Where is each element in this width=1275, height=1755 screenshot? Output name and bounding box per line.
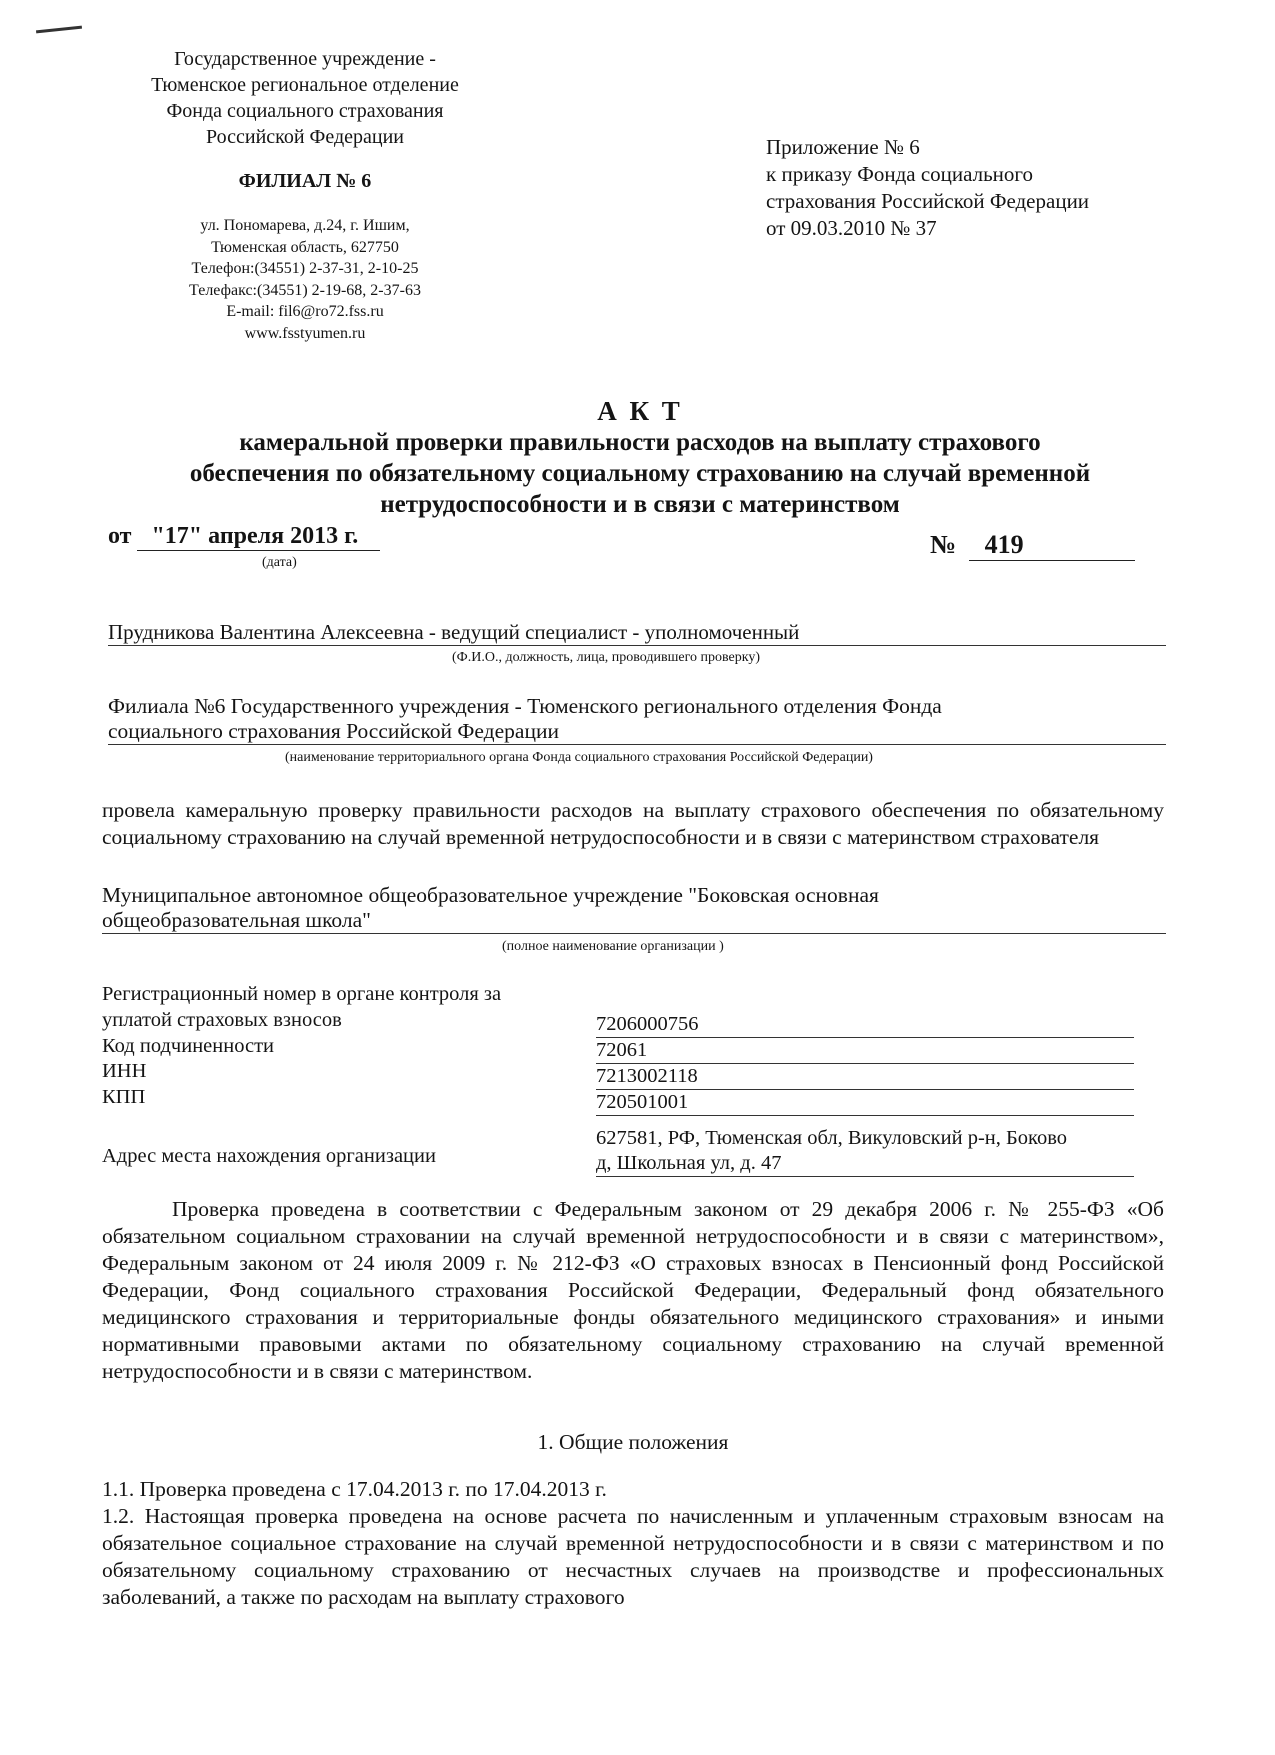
issuer-organization bbox=[110, 46, 500, 150]
address-label: Адрес места нахождения организации bbox=[102, 1145, 436, 1167]
section-item-1-2: 1.2. Настоящая проверка проведена на основе расчета по начисленным и уплаченным страховым взносам на обязательное социальное страхование на случай временной нетрудоспособности и в связи с материнством и по обязательному социальному страхованию от несчастных случаев на производстве и профессиональных заболеваний, а также по расходам на выплату страхового bbox=[102, 1504, 1164, 1609]
inspection-text: провела камеральную проверку правильности расходов на выплату страхового обеспечения по обязательному социальному страхованию на случай временной нетрудоспособности и в связи с материнством страхователя bbox=[102, 798, 1164, 849]
issuer-contacts bbox=[110, 215, 500, 344]
appendix-line: страхования Российской Федерации bbox=[766, 189, 1090, 213]
issuer-line: Российской Федерации bbox=[205, 126, 405, 148]
issuer-line: Фонда социального страхования bbox=[166, 100, 444, 122]
reg-number-label-2: уплатой страховых взносов bbox=[102, 1009, 342, 1031]
filial-name: ФИЛИАЛ № 6 bbox=[238, 170, 372, 192]
kpp-value: 720501001 bbox=[596, 1090, 1134, 1116]
title-line: камеральной проверки правильности расходов на выплату страхового bbox=[239, 429, 1041, 456]
number-prefix: № bbox=[930, 530, 957, 559]
reg-number-label-1: Регистрационный номер в органе контроля за bbox=[102, 983, 502, 1005]
territorial-body-line2: социального страхования Российской Федерации bbox=[108, 719, 1166, 745]
sub-code-value: 72061 bbox=[596, 1038, 1134, 1064]
title-line: обеспечения по обязательному социальному страхованию на случай временной bbox=[189, 460, 1091, 487]
date-prefix: от bbox=[108, 523, 132, 549]
address-value-line1: 627581, РФ, Тюменская обл, Викуловский р-н, Боково bbox=[596, 1127, 1067, 1149]
appendix-line: к приказу Фонда социального bbox=[766, 162, 1034, 186]
appendix-line: от 09.03.2010 № 37 bbox=[766, 216, 937, 240]
act-date-line bbox=[108, 523, 380, 551]
title-line: нетрудоспособности и в связи с материнством bbox=[380, 491, 900, 518]
inspector-caption: (Ф.И.О., должность, лица, проводившего проверку) bbox=[452, 650, 760, 665]
act-number-line bbox=[930, 530, 1135, 561]
organization-caption: (полное наименование организации ) bbox=[502, 939, 724, 954]
section-item-1-1: 1.1. Проверка проведена с 17.04.2013 г. по 17.04.2013 г. bbox=[102, 1477, 607, 1501]
territorial-body-line1: Филиала №6 Государственного учреждения - Тюменского регионального отделения Фонда bbox=[108, 694, 942, 718]
issuer-line: Государственное учреждение - bbox=[174, 48, 436, 70]
act-date: "17" апреля 2013 г. bbox=[137, 523, 380, 551]
contact-line: Телефакс:(34551) 2-19-68, 2-37-63 bbox=[189, 281, 421, 299]
address-value-line2: д, Школьная ул, д. 47 bbox=[596, 1151, 1134, 1177]
contact-line: E-mail: fil6@ro72.fss.ru bbox=[226, 303, 384, 320]
kpp-label: КПП bbox=[102, 1086, 146, 1108]
appendix-line: Приложение № 6 bbox=[766, 135, 920, 159]
territorial-body-caption: (наименование территориального органа Фонда социального страхования Российской Федерации) bbox=[285, 750, 873, 765]
sub-code-label: Код подчиненности bbox=[102, 1035, 275, 1057]
contact-line: www.fsstyumen.ru bbox=[244, 324, 366, 342]
act-number: 419 bbox=[969, 530, 1135, 561]
organization-name-line1: Муниципальное автономное общеобразовательное учреждение "Боковская основная bbox=[102, 883, 879, 907]
contact-line: ул. Пономарева, д.24, г. Ишим, bbox=[200, 217, 410, 234]
inn-value: 7213002118 bbox=[596, 1064, 1134, 1090]
section-heading: 1. Общие положения bbox=[537, 1430, 729, 1454]
inspector-field: Прудникова Валентина Алексеевна - ведущий специалист - уполномоченный bbox=[108, 620, 1166, 646]
organization-name-line2: общеобразовательная школа" bbox=[102, 908, 1166, 934]
title-word: А К Т bbox=[597, 396, 683, 426]
appendix-reference bbox=[766, 134, 1166, 242]
basis-paragraph: Проверка проведена в соответствии с Федеральным законом от 29 декабря 2006 г. № 255-ФЗ «Об обязательном социальном страховании на случай временной нетрудоспособности и в связи с материнством», Федеральным законом от 24 июля 2009 г. № 212-ФЗ «О страховых взносах в Пенсионный фонд Российской Федерации, Фонд социального страхования Российской Федерации, Федеральный фонд обязательного медицинского страхования и территориальные фонды обязательного медицинского страхования» и иными нормативными правовыми актами по обязательному социальному страхованию на случай временной нетрудоспособности и в связи с материнством. bbox=[102, 1197, 1164, 1383]
document-title bbox=[60, 396, 1220, 520]
reg-number-value: 7206000756 bbox=[596, 1012, 1134, 1038]
date-caption: (дата) bbox=[262, 555, 297, 570]
contact-line: Тюменская область, 627750 bbox=[211, 238, 399, 256]
corner-mark bbox=[36, 26, 82, 34]
issuer-line: Тюменское региональное отделение bbox=[151, 74, 459, 96]
inn-label: ИНН bbox=[102, 1060, 147, 1082]
contact-line: Телефон:(34551) 2-37-31, 2-10-25 bbox=[191, 260, 419, 277]
